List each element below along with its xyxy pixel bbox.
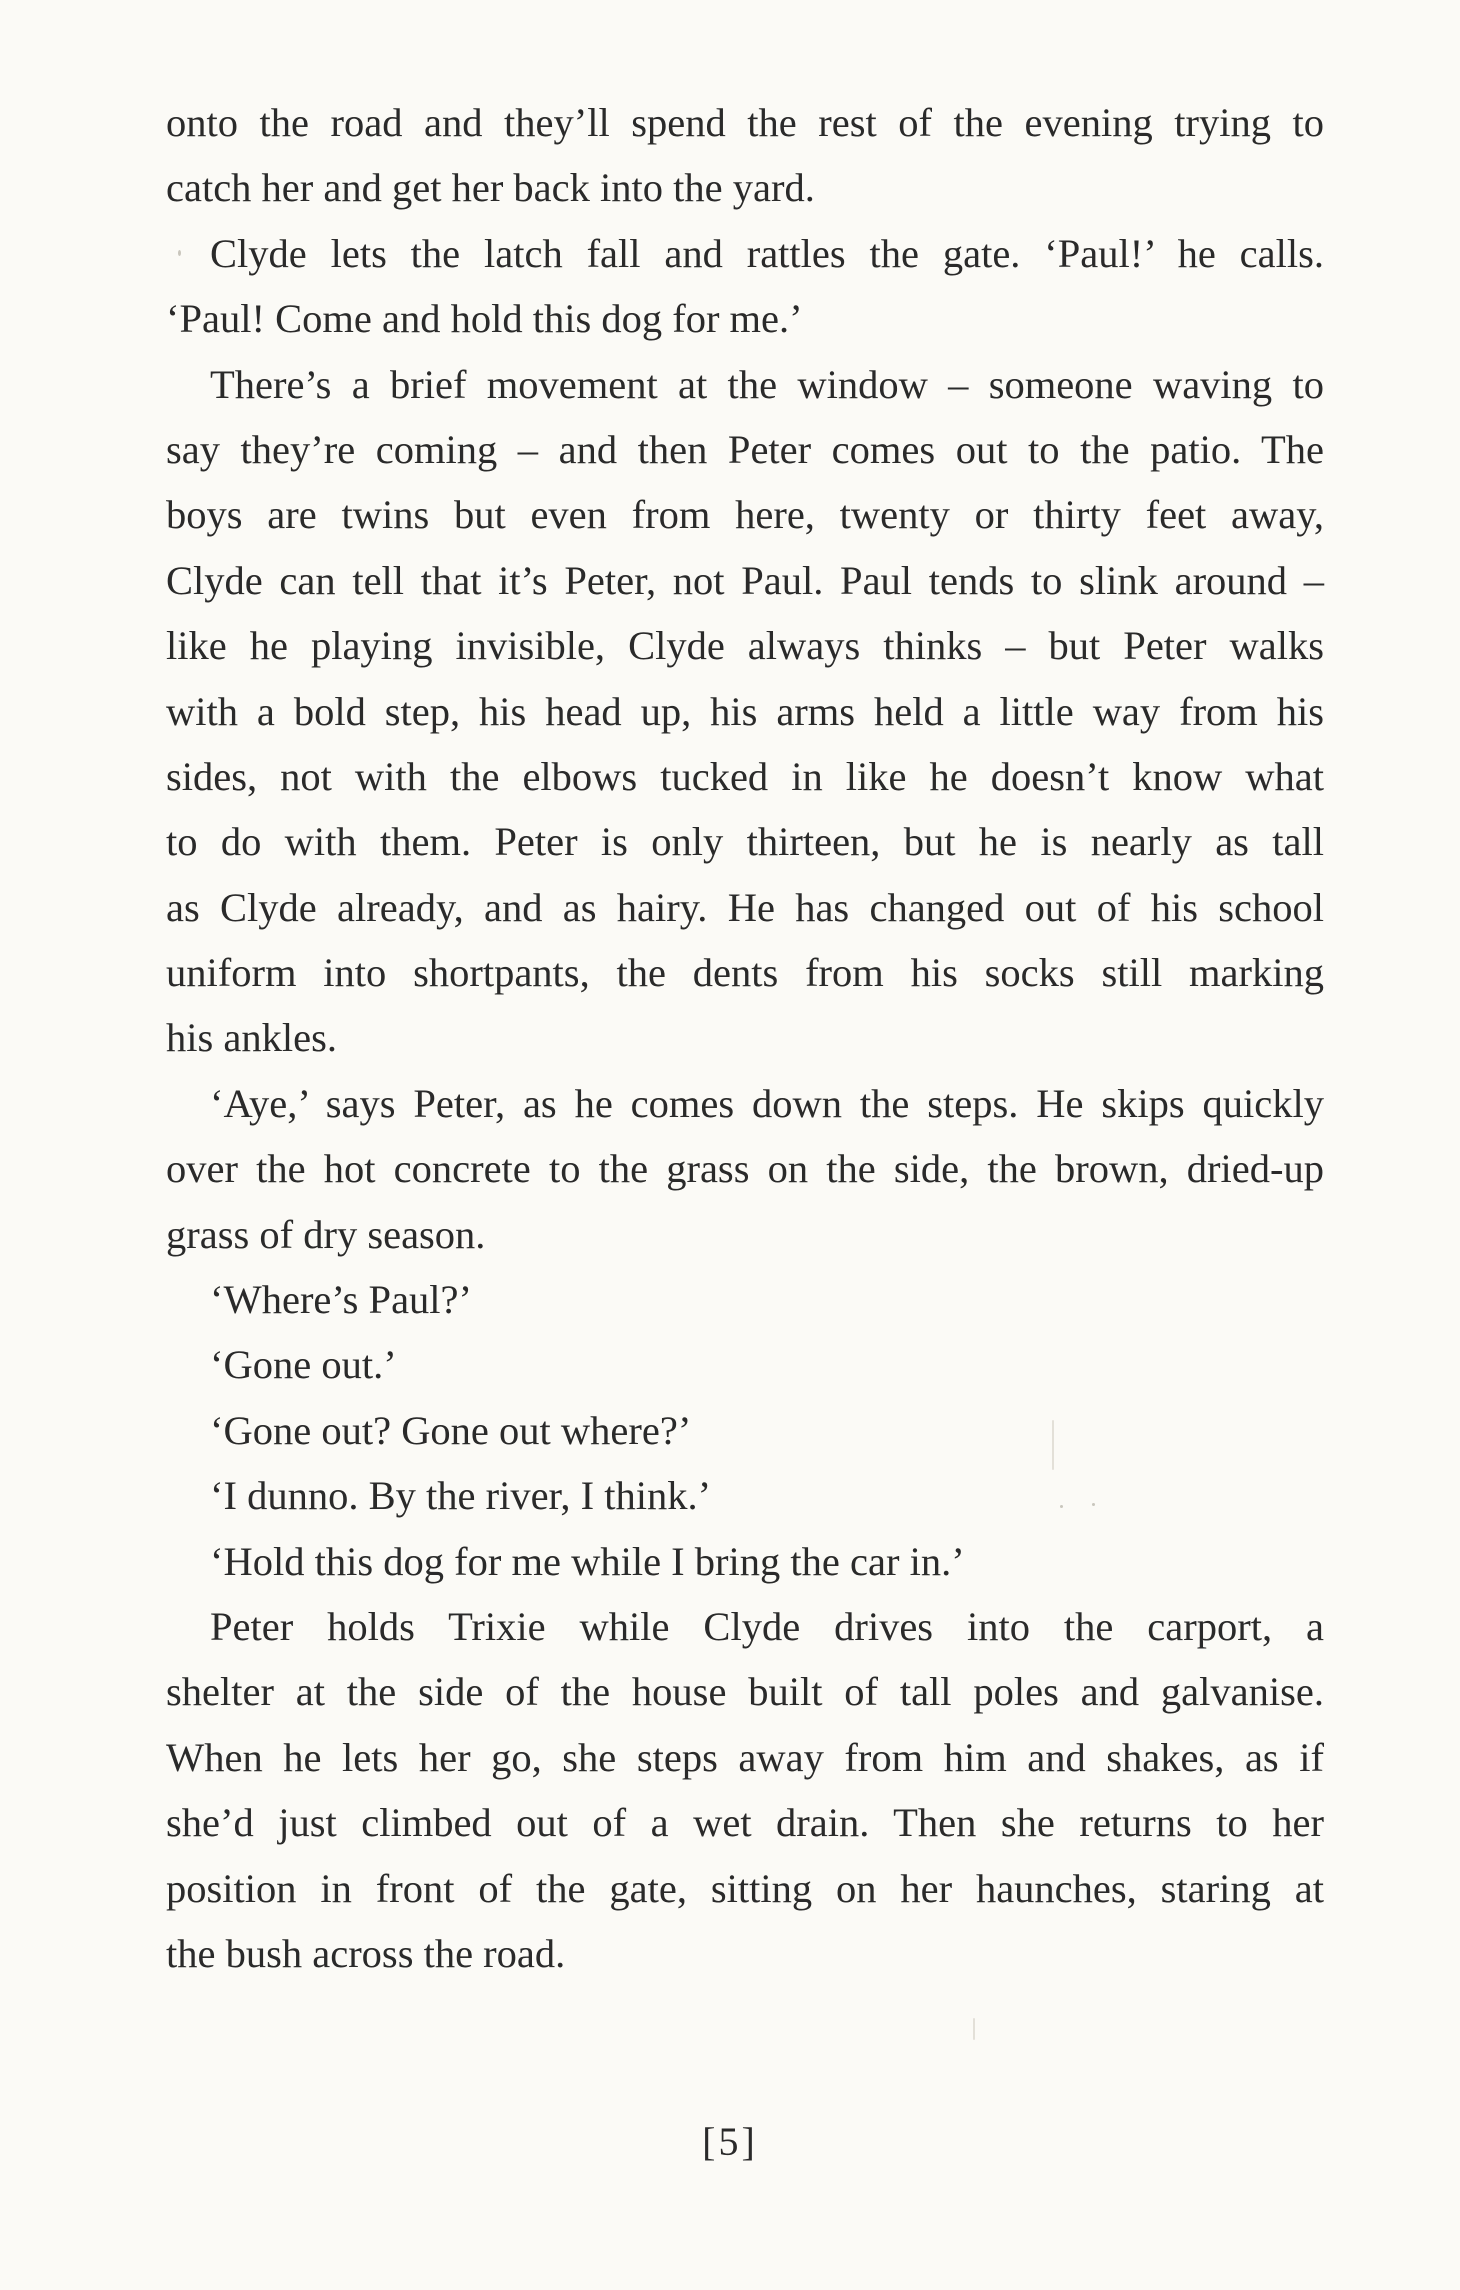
text-line: the bush across the road. (166, 1930, 566, 1976)
text-line: ‘Paul! Come and hold this dog for me.’ (166, 296, 803, 342)
text-line: ‘Gone out? Gone out where?’ (210, 1407, 692, 1453)
text-line: Clyde lets the latch fall and rattles the gate. ‘Paul!’ he calls. (210, 230, 1324, 276)
scan-speck (973, 2018, 975, 2040)
text-line: sides, not with the elbows tucked in like he doesn’t know what (166, 753, 1324, 799)
scan-speck (1052, 1420, 1054, 1470)
text-line: over the hot concrete to the grass on the side, the brown, dried-up (166, 1146, 1324, 1192)
text-line: she’d just climbed out of a wet drain. Then she returns to her (166, 1800, 1324, 1846)
text-line: his ankles. (166, 1015, 337, 1061)
text-line: with a bold step, his head up, his arms held a little way from his (166, 688, 1324, 734)
text-line: to do with them. Peter is only thirteen, but he is nearly as tall (166, 819, 1324, 865)
text-line: ‘Where’s Paul?’ (210, 1277, 473, 1323)
text-line: onto the road and they’ll spend the rest of the evening trying to (166, 100, 1324, 145)
text-line: say they’re coming – and then Peter comes out to the patio. The (166, 426, 1324, 472)
text-line: catch her and get her back into the yard. (166, 165, 815, 211)
text-line: Peter holds Trixie while Clyde drives into the carport, a (210, 1603, 1324, 1649)
text-line: When he lets her go, she steps away from him and shakes, as if (166, 1734, 1324, 1780)
text-line: grass of dry season. (166, 1211, 486, 1257)
text-line: position in front of the gate, sitting on her haunches, staring at (166, 1865, 1324, 1911)
text-line: ‘Gone out.’ (210, 1342, 397, 1388)
scan-speck (1060, 1505, 1063, 1508)
text-line: boys are twins but even from here, twenty or thirty feet away, (166, 492, 1324, 538)
scan-speck (178, 250, 181, 256)
text-line: as Clyde already, and as hairy. He has changed out of his school (166, 884, 1324, 930)
body-text (166, 90, 1324, 1986)
scan-speck (1092, 1503, 1095, 1506)
page-number: [5] (702, 2119, 758, 2164)
text-line: ‘I dunno. By the river, I think.’ (210, 1473, 712, 1519)
text-line: There’s a brief movement at the window – someone waving to (210, 361, 1324, 407)
text-line: ‘Aye,’ says Peter, as he comes down the steps. He skips quickly (210, 1080, 1324, 1126)
text-line: ‘Hold this dog for me while I bring the car in.’ (210, 1538, 965, 1584)
text-line: shelter at the side of the house built of tall poles and galvanise. (166, 1669, 1324, 1715)
text-line: Clyde can tell that it’s Peter, not Paul. Paul tends to slink around – (166, 557, 1324, 603)
text-line: like he playing invisible, Clyde always thinks – but Peter walks (166, 623, 1324, 669)
text-line: uniform into shortpants, the dents from his socks still marking (166, 950, 1324, 996)
